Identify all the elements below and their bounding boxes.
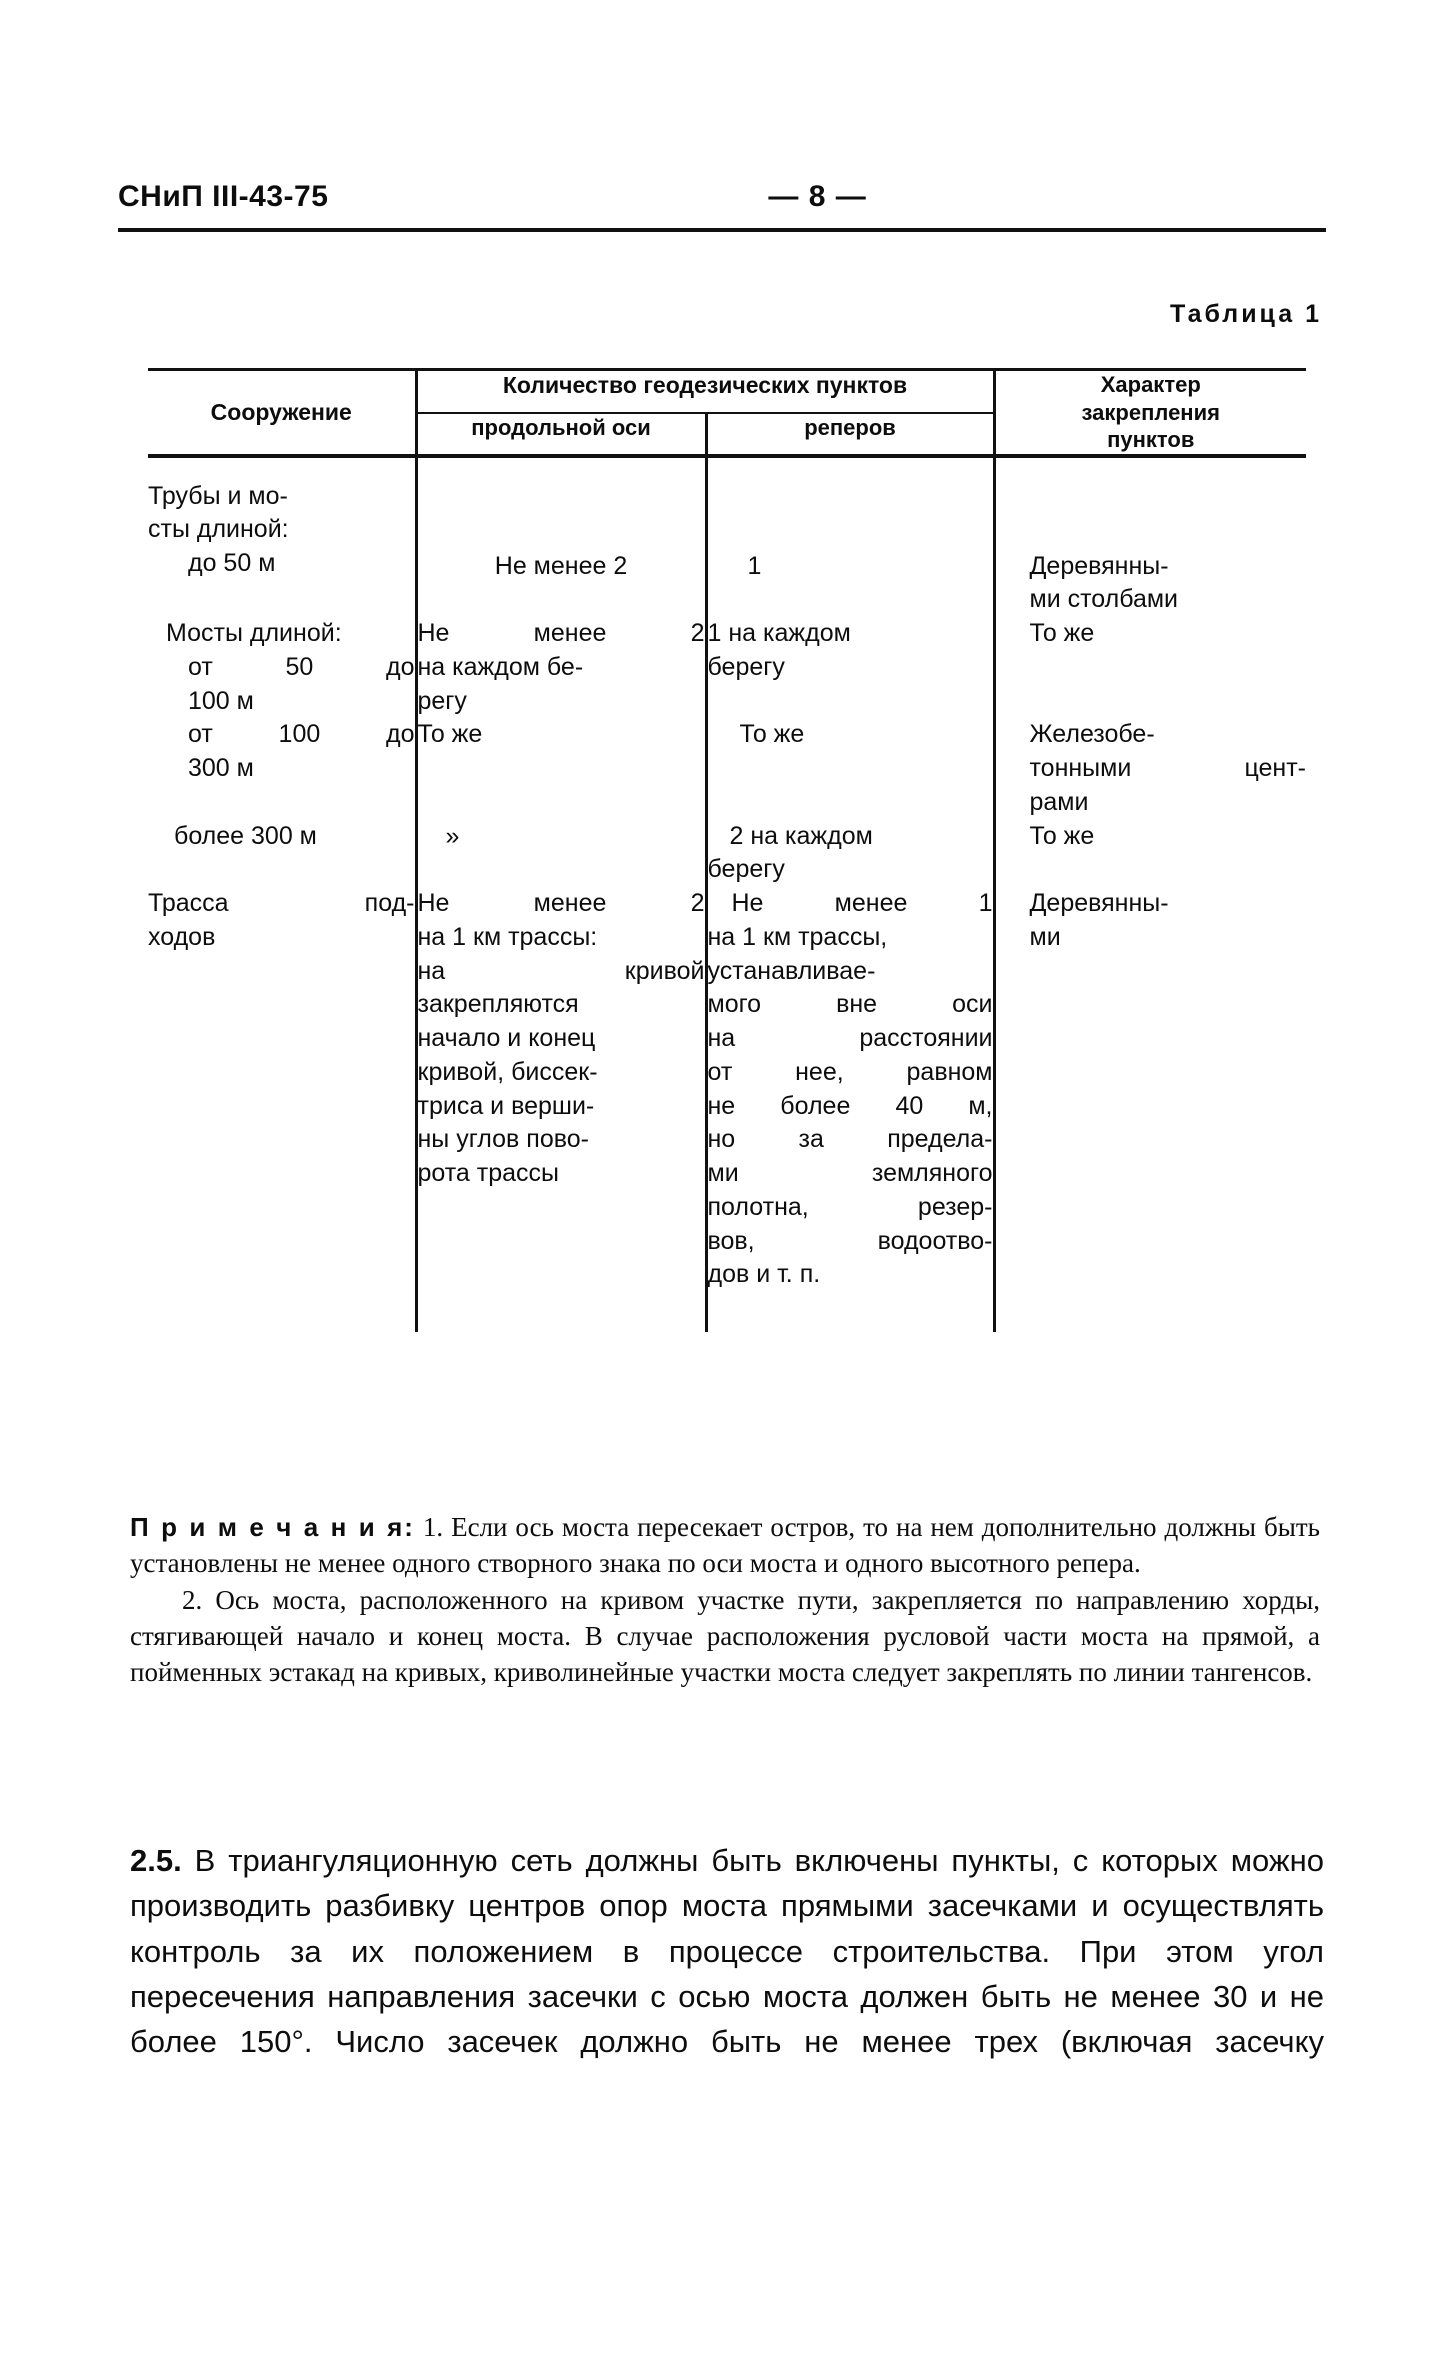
- row1-c1-line1: Трубы и мо-: [148, 481, 288, 510]
- row5-c3-l10: вов, водоотво-: [707, 1226, 993, 1255]
- row2-c3-line2: берегу: [707, 652, 785, 681]
- header-character-line3: пунктов: [1107, 427, 1195, 452]
- row5-c2-l2: на кривой: [417, 956, 705, 985]
- table-row: [148, 617, 1306, 718]
- row5-c1-line1: Трасса под-: [148, 889, 415, 917]
- row5-c3-l1: на 1 км трассы,: [707, 922, 888, 951]
- table-body: [148, 456, 1306, 1333]
- row1-benchmarks: [706, 456, 994, 618]
- row3-character: [994, 718, 1306, 819]
- row5-character: [994, 887, 1306, 1332]
- row2-axis: [416, 617, 706, 718]
- row2-c2-line3: регу: [417, 686, 467, 715]
- row1-c1-line3: до 50 м: [188, 549, 276, 577]
- row2-construction: [148, 617, 416, 718]
- row5-c2-l6: триса и верши-: [417, 1091, 595, 1120]
- row3-c1-line1: от 100 до: [188, 720, 415, 749]
- header-sooruzhenie: Сооружение: [148, 370, 416, 456]
- row4-c4: То же: [1029, 821, 1095, 850]
- row1-axis: [416, 456, 706, 618]
- row1-c2: Не менее 2: [494, 551, 628, 580]
- row2-c1-line1: Мосты длиной:: [166, 619, 342, 647]
- row5-c2-l0: Не менее 2: [417, 889, 705, 917]
- row1-c4-line2: ми столбами: [1029, 585, 1179, 614]
- row1-c3: 1: [747, 551, 762, 580]
- notes-label: П р и м е ч а н и я:: [130, 1512, 415, 1542]
- row5-c3-l8: ми земляного: [707, 1159, 993, 1187]
- table-caption: Таблица 1: [1169, 300, 1322, 328]
- clause-2-5: [130, 1838, 1324, 2064]
- row2-c2-line2: на каждом бе-: [417, 652, 584, 681]
- table-header-row-1: [148, 370, 1306, 414]
- row5-c3-l3: мого вне оси: [707, 990, 993, 1019]
- row2-benchmarks: [706, 617, 994, 718]
- header-longitudinal-axis: продольной оси: [416, 413, 706, 455]
- page-header: [118, 180, 1326, 214]
- row5-c3-l4: на расстоянии: [707, 1024, 993, 1052]
- row2-c1-line2: от 50 до: [188, 652, 415, 681]
- row3-c4-line2: тонными цент-: [1029, 754, 1306, 782]
- row3-c2: То же: [417, 720, 483, 749]
- row5-c2-l8: рота трассы: [417, 1159, 560, 1187]
- table-row: [148, 718, 1306, 819]
- row3-axis: [416, 718, 706, 819]
- row5-c4-line1: Деревянны-: [1029, 889, 1169, 917]
- row4-benchmarks: [706, 820, 994, 888]
- clause-text: В триангуляционную сеть должны быть включены пункты, с которых можно производить разбивку центров опор моста прямыми засечками и осуществлять контроль за их положением в процессе строительства. При этом угол пересечения направления засечки с осью моста должен быть не менее 30 и не более 150°. Число засечек должно быть не менее трех (включая засечку: [130, 1843, 1324, 2059]
- table-head: [148, 370, 1306, 456]
- table-row: [148, 887, 1306, 1332]
- row4-construction: [148, 820, 416, 888]
- header-divider: [118, 228, 1326, 232]
- page-number: — 8 —: [768, 180, 867, 213]
- row1-character: [994, 456, 1306, 618]
- row4-axis: [416, 820, 706, 888]
- header-benchmarks: реперов: [706, 413, 994, 455]
- header-group-quantity: Количество геодезических пунктов: [416, 370, 994, 414]
- table-notes: [130, 1510, 1320, 1692]
- row4-c3-line2: берегу: [707, 855, 785, 884]
- row5-construction: [148, 887, 416, 1332]
- note-2-text: 2. Ось моста, расположенного на кривом участке пути, закрепляется по направлению хорды, стягивающей начало и конец моста. В случае расположения русловой части моста на прямой, а пойменных эстакад на кривых, криволинейные участки моста следует закреплять по линии тангенсов.: [130, 1585, 1320, 1687]
- row4-c1: более 300 м: [174, 821, 317, 850]
- geodetic-points-table: [148, 368, 1306, 1332]
- row5-c3-l11: дов и т. п.: [707, 1260, 821, 1289]
- header-character: [994, 370, 1306, 456]
- row2-c2-line1: Не менее 2: [417, 619, 705, 647]
- row1-construction: [148, 456, 416, 618]
- row4-character: [994, 820, 1306, 888]
- row2-character: [994, 617, 1306, 718]
- row5-c3-l9: полотна, резер-: [707, 1192, 993, 1221]
- row5-c3-l0: Не менее 1: [731, 889, 993, 917]
- row5-axis: [416, 887, 706, 1332]
- row5-c3-l2: устанавливае-: [707, 956, 876, 985]
- row3-c4-line3: рами: [1029, 787, 1089, 816]
- row5-c2-l3: закрепляются: [417, 990, 579, 1019]
- row5-c2-l7: ны углов пово-: [417, 1125, 589, 1154]
- row3-c3: То же: [739, 720, 805, 749]
- row4-c2: »: [445, 821, 460, 850]
- row2-c1-line3: 100 м: [188, 686, 254, 715]
- row3-c1-line2: 300 м: [188, 754, 254, 782]
- row5-benchmarks: [706, 887, 994, 1332]
- row3-c4-line1: Железобе-: [1029, 720, 1155, 749]
- row5-c3-l5: от нее, равном: [707, 1057, 993, 1086]
- note-1: [130, 1510, 1320, 1581]
- row3-construction: [148, 718, 416, 819]
- row5-c3-l6: не более 40 м,: [707, 1091, 993, 1120]
- row1-c1-line2: сты длиной:: [148, 515, 289, 544]
- row2-c4: То же: [1029, 619, 1095, 647]
- row5-c3-l7: но за предела-: [707, 1125, 993, 1154]
- note-1-text: 1. Если ось моста пересекает остров, то на нем дополнительно должны быть установлены не менее одного створного знака по оси моста и одного высотного репера.: [130, 1512, 1320, 1578]
- row5-c4-line2: ми: [1029, 922, 1061, 951]
- table-row: [148, 456, 1306, 618]
- row2-c3-line1: 1 на каждом: [707, 619, 851, 647]
- row5-c2-l5: кривой, биссек-: [417, 1057, 598, 1086]
- row5-c1-line2: ходов: [148, 922, 216, 951]
- row1-c4-line1: Деревянны-: [1029, 551, 1169, 580]
- document-code: СНиП III-43-75: [118, 180, 329, 213]
- row5-c2-l4: начало и конец: [417, 1024, 596, 1052]
- note-2: [130, 1583, 1320, 1690]
- table-container: [148, 368, 1306, 1332]
- row5-c2-l1: на 1 км трассы:: [417, 922, 598, 951]
- clause-number: 2.5.: [130, 1843, 182, 1878]
- row3-benchmarks: [706, 718, 994, 819]
- row4-c3-line1: 2 на каждом: [729, 821, 873, 850]
- header-character-line1: Характер: [1100, 372, 1201, 397]
- table-row: [148, 820, 1306, 888]
- header-character-line2: закрепления: [1081, 399, 1220, 425]
